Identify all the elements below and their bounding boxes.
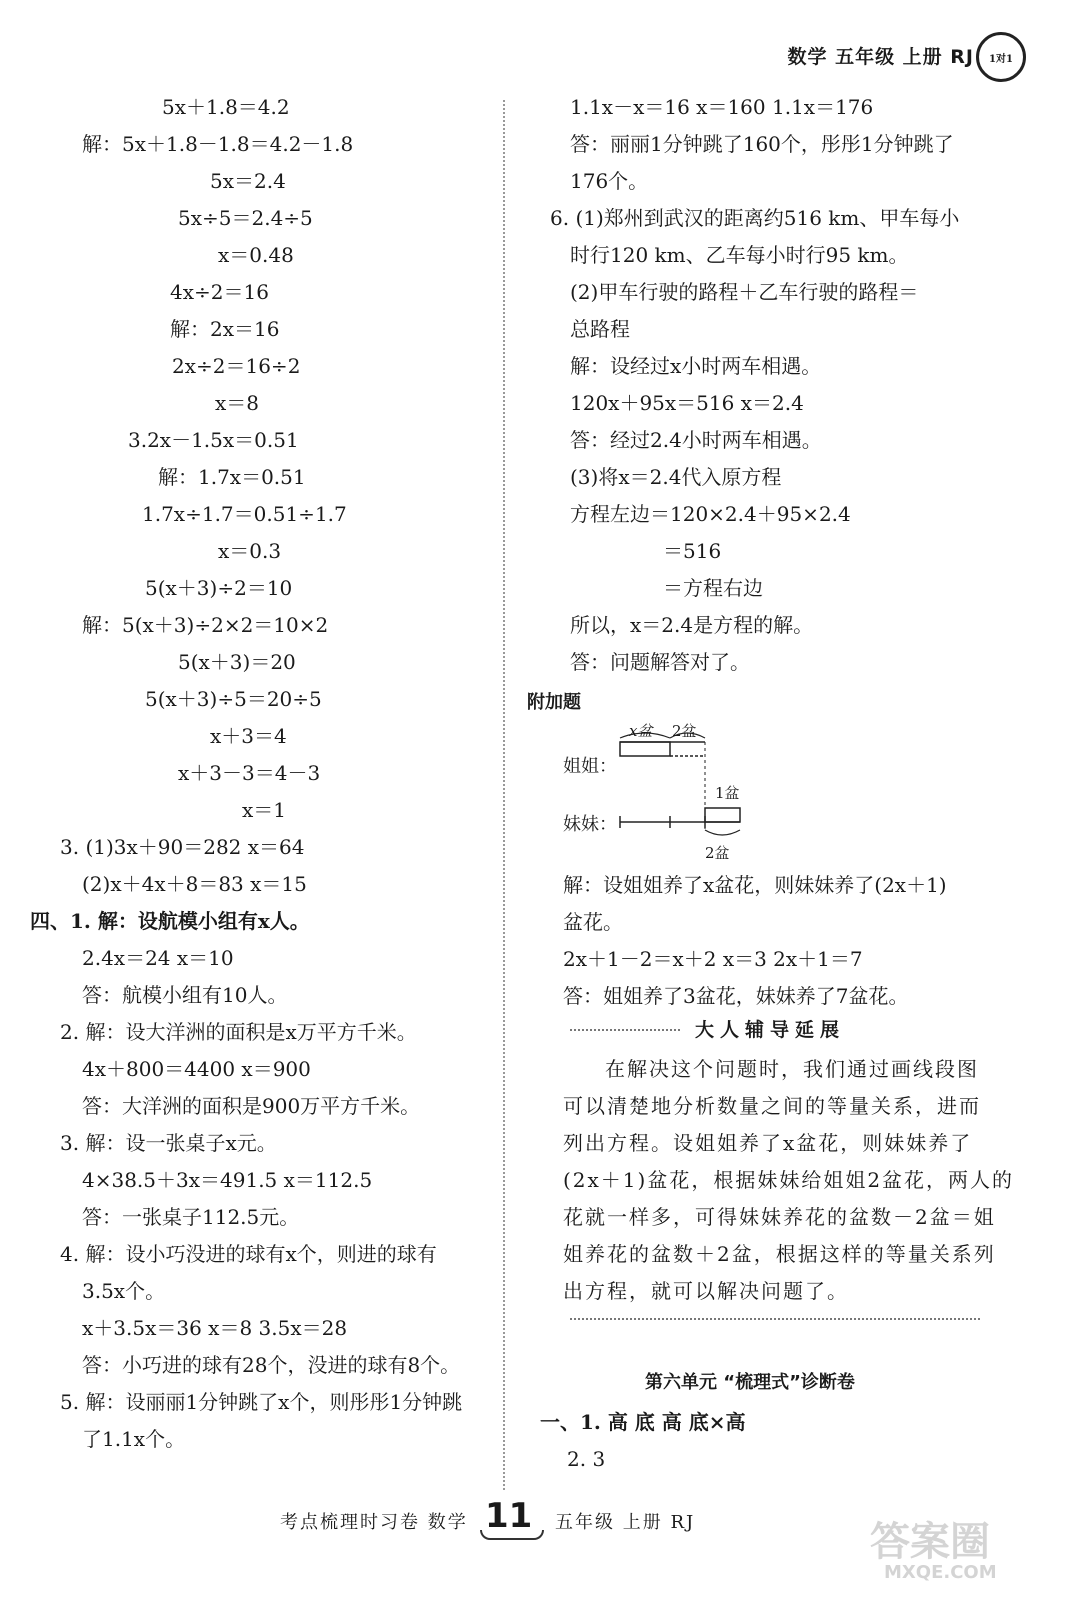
bonus-heading: 附加题 xyxy=(527,692,581,713)
extension-text: (2x＋1)盆花，根据妹妹给姐姐2盆花，两人的 xyxy=(563,1168,1015,1192)
section-four-q1: 四、1. 解：设航模小组有x人。 xyxy=(30,909,310,933)
answer-line: 答：一张桌子112.5元。 xyxy=(82,1205,300,1229)
page-number: 11 xyxy=(485,1496,533,1536)
younger-label: 妹妹： xyxy=(563,814,617,835)
publisher-logo: 1对1 xyxy=(976,32,1026,82)
extension-text: 出方程，就可以解决问题了。 xyxy=(563,1279,849,1303)
page-number-brace xyxy=(480,1530,544,1540)
footer-left: 考点梳理时习卷 数学 xyxy=(280,1512,468,1533)
eq-line: 解：1.7x＝0.51 xyxy=(158,465,306,489)
answer-line: 所以，x＝2.4是方程的解。 xyxy=(570,613,814,637)
eq-line: 5x＋1.8＝4.2 xyxy=(162,95,290,119)
answer-line: 答：姐姐养了3盆花，妹妹养了7盆花。 xyxy=(563,984,909,1008)
answer-line: x＋3.5x＝36 x＝8 3.5x＝28 xyxy=(82,1316,348,1340)
answer-line: ＝方程右边 xyxy=(663,576,763,600)
answer-line: 答：经过2.4小时两车相遇。 xyxy=(570,428,822,452)
sister-label: 姐姐： xyxy=(563,756,617,777)
answer-line: 答：丽丽1分钟跳了160个，彤彤1分钟跳了 xyxy=(570,132,954,156)
extension-text: 姐养花的盆数＋2盆，根据这样的等量关系列 xyxy=(563,1242,996,1266)
ext-rule-left xyxy=(570,1029,680,1031)
answer-line: 盆花。 xyxy=(563,910,623,934)
eq-line: x＝0.48 xyxy=(218,243,294,267)
eq-line: 5(x＋3)＝20 xyxy=(178,650,296,674)
extension-text: 在解决这个问题时，我们通过画线段图 xyxy=(605,1057,979,1081)
label-x: x盆 xyxy=(629,722,653,740)
question-line: 2. 解：设大洋洲的面积是x万平方千米。 xyxy=(60,1020,417,1044)
extension-text: 花就一样多，可得妹妹养花的盆数－2盆＝姐 xyxy=(563,1205,996,1229)
answer-line: 答：大洋洲的面积是900万平方千米。 xyxy=(82,1094,421,1118)
unit6-title: 第六单元 “梳理式”诊断卷 xyxy=(645,1372,855,1393)
watermark-url: MXQE.COM xyxy=(884,1562,997,1583)
question-line: 3. 解：设一张桌子x元。 xyxy=(60,1131,277,1155)
footer-right: 五年级 上册 RJ xyxy=(555,1512,696,1533)
answer-line: 时行120 km、乙车每小时行95 km。 xyxy=(570,243,909,267)
answer-line: 3.5x个。 xyxy=(82,1279,166,1303)
answer-line: 答：小巧进的球有28个，没进的球有8个。 xyxy=(82,1353,461,1377)
answer-line: 解：设姐姐养了x盆花，则妹妹养了(2x＋1) xyxy=(563,873,947,897)
eq-line: x＋3＝4 xyxy=(210,724,287,748)
eq-line: 2x÷2＝16÷2 xyxy=(172,354,301,378)
column-divider xyxy=(503,100,505,1490)
page-header: 数学 五年级 上册 RJ xyxy=(787,46,974,68)
answer-line: 1.1x－x＝16 x＝160 1.1x＝176 xyxy=(570,95,874,119)
answer-line: 4×38.5＋3x＝491.5 x＝112.5 xyxy=(82,1168,373,1192)
unit6-q1: 一、1. 高 底 高 底×高 xyxy=(540,1410,746,1434)
answer-line: 4x＋800＝4400 x＝900 xyxy=(82,1057,311,1081)
eq-line: x＝1 xyxy=(242,798,287,822)
eq-line: 解：5x＋1.8－1.8＝4.2－1.8 xyxy=(82,132,354,156)
eq-line: 解：5(x＋3)÷2×2＝10×2 xyxy=(82,613,329,637)
answer-line: 答：问题解答对了。 xyxy=(570,650,750,674)
answer-line: ＝516 xyxy=(663,539,722,563)
segment-diagram xyxy=(545,722,785,862)
brace-2 xyxy=(705,830,740,835)
eq-line: 5(x＋3)÷2＝10 xyxy=(145,576,293,600)
answer-line: (2)x＋4x＋8＝83 x＝15 xyxy=(82,872,307,896)
eq-line: 3.2x－1.5x＝0.51 xyxy=(128,428,299,452)
answer-line: (2)甲车行驶的路程＋乙车行驶的路程＝ xyxy=(570,280,919,304)
answer-line: 答：航模小组有10人。 xyxy=(82,983,288,1007)
unit6-q2: 2. 3 xyxy=(567,1447,606,1471)
answer-line: 总路程 xyxy=(570,317,630,341)
eq-line: 解：2x＝16 xyxy=(170,317,280,341)
question-line: 4. 解：设小巧没进的球有x个，则进的球有 xyxy=(60,1242,437,1266)
answer-line: 2.4x＝24 x＝10 xyxy=(82,946,234,970)
eq-line: x＝0.3 xyxy=(218,539,282,563)
label-2-bottom: 2盆 xyxy=(705,844,730,862)
eq-line: x＝8 xyxy=(215,391,260,415)
extension-title: 大人辅导延展 xyxy=(695,1019,846,1041)
answer-line: 2x＋1－2＝x＋2 x＝3 2x＋1＝7 xyxy=(563,947,863,971)
answer-line: (3)将x＝2.4代入原方程 xyxy=(570,465,782,489)
watermark: 答案圈 xyxy=(870,1519,990,1565)
younger-1-segment xyxy=(705,808,740,822)
answer-line: 解：设经过x小时两车相遇。 xyxy=(570,354,822,378)
eq-line: x＋3－3＝4－3 xyxy=(178,761,321,785)
answer-line: 方程左边＝120×2.4＋95×2.4 xyxy=(570,502,851,526)
extension-text: 列出方程。设姐姐养了x盆花，则妹妹养了 xyxy=(563,1131,973,1155)
question-line: 6. (1)郑州到武汉的距离约516 km、甲车每小 xyxy=(550,206,960,230)
eq-line: 4x÷2＝16 xyxy=(170,280,269,304)
answer-line: 了1.1x个。 xyxy=(82,1427,186,1451)
answer-line: 120x＋95x＝516 x＝2.4 xyxy=(570,391,804,415)
answer-line: 3. (1)3x＋90＝282 x＝64 xyxy=(60,835,305,859)
label-2-top: 2盆 xyxy=(672,722,697,740)
extension-text: 可以清楚地分析数量之间的等量关系，进而 xyxy=(563,1094,981,1118)
eq-line: 1.7x÷1.7＝0.51÷1.7 xyxy=(142,502,347,526)
question-line: 5. 解：设丽丽1分钟跳了x个，则彤彤1分钟跳 xyxy=(60,1390,463,1414)
answer-line: 176个。 xyxy=(570,169,649,193)
ext-rule-bottom xyxy=(570,1318,980,1320)
eq-line: 5x÷5＝2.4÷5 xyxy=(178,206,313,230)
label-1: 1盆 xyxy=(715,784,740,802)
eq-line: 5x＝2.4 xyxy=(210,169,286,193)
eq-line: 5(x＋3)÷5＝20÷5 xyxy=(145,687,322,711)
